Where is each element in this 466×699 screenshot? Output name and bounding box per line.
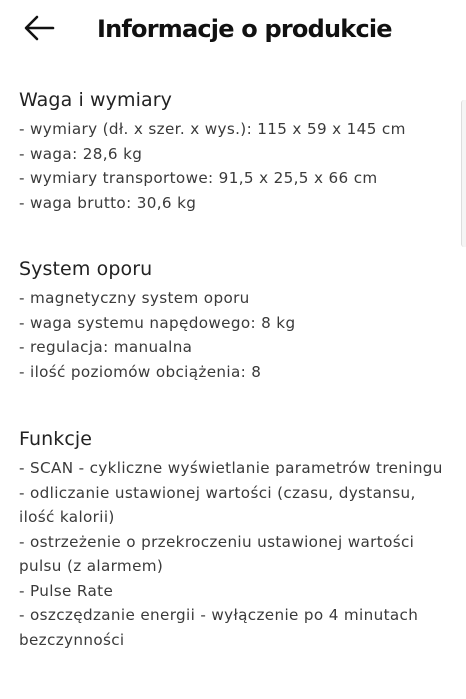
top-app-bar [0,0,466,60]
spec-item: - waga: 28,6 kg [19,144,143,163]
spec-item: - regulacja: manualna [19,338,193,356]
section-weight-dimensions [19,86,451,255]
spec-item: - odliczanie ustawionej wartości (czasu, dystansu, ilość kalorii) [19,483,416,526]
spec-item: - wymiary (dł. x szer. x wys.): 115 x 59 x 145 cm [19,120,406,138]
spec-item: - ilość poziomów obciążenia: 8 [19,362,262,381]
spec-item: - wymiary transportowe: 91,5 x 25,5 x 66 cm [19,169,378,187]
product-info-content [19,86,451,652]
scrollbar[interactable] [461,100,466,247]
back-button[interactable] [22,14,56,42]
spec-item: - ostrzeżenie o przekroczeniu ustawionej wartości pulsu (z alarmem) [19,532,415,575]
spec-item: - Pulse Rate [19,581,114,600]
page-title: Informacje o produkcie [97,15,392,43]
section-title: System oporu [19,258,153,280]
spec-item: - waga brutto: 30,6 kg [19,193,197,212]
spec-item: - magnetyczny system oporu [19,289,250,307]
spec-item: - SCAN - cykliczne wyświetlanie parametrów treningu [19,459,443,477]
spec-item: - waga systemu napędowego: 8 kg [19,313,296,332]
section-functions [19,425,451,652]
arrow-left-icon [22,14,56,42]
section-title: Waga i wymiary [19,89,172,111]
section-title: Funkcje [19,428,93,450]
section-resistance-system [19,255,451,425]
spec-item: - oszczędzanie energii - wyłączenie po 4 minutach bezczynności [19,606,419,649]
